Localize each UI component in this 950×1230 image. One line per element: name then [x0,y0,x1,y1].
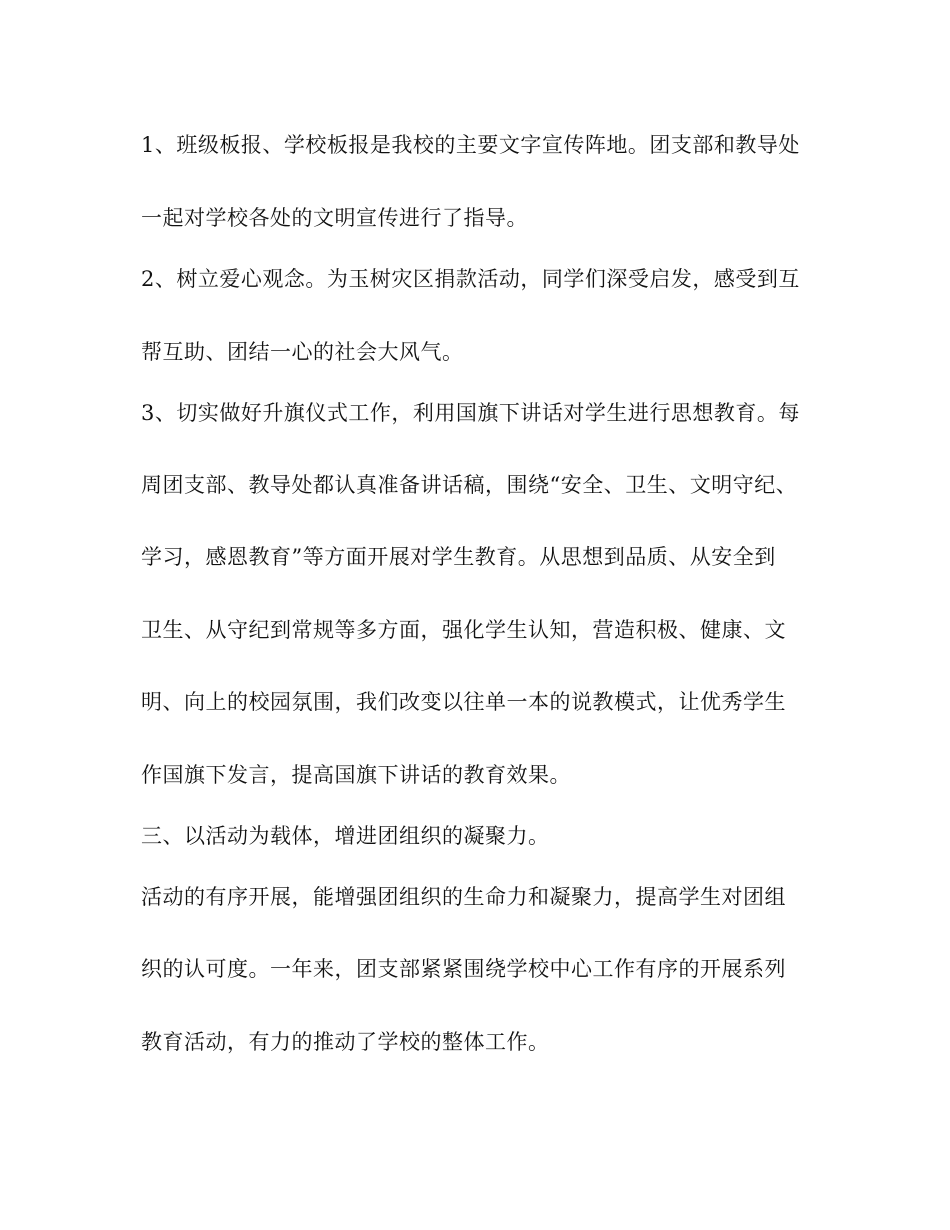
paragraph-1-line-2: 一起对学校各处的文明宣传进行了指导。 [141,206,528,230]
paragraph-3-line-5: 明、向上的校园氛围，我们改变以往单一本的说教模式，让优秀学生 [141,690,786,714]
paragraph-3-line-2: 周团支部、教导处都认真准备讲话稿，围绕“安全、卫生、文明守纪、 [141,473,798,497]
paragraph-2-line-1: 2、树立爱心观念。为玉树灾区捐款活动，同学们深受启发，感受到互 [141,267,800,291]
paragraph-5-line-3: 教育活动，有力的推动了学校的整体工作。 [141,1030,550,1054]
paragraph-1-line-1: 1、班级板报、学校板报是我校的主要文字宣传阵地。团支部和教导处 [141,133,800,157]
paragraph-5-line-2: 织的认可度。一年来，团支部紧紧围绕学校中心工作有序的开展系列 [141,957,786,981]
section-heading: 三、以活动为载体，增进团组织的凝聚力。 [141,824,550,848]
paragraph-5-line-1: 活动的有序开展，能增强团组织的生命力和凝聚力，提高学生对团组 [141,885,786,909]
paragraph-3-line-6: 作国旗下发言，提高国旗下讲话的教育效果。 [141,763,571,787]
paragraph-3-line-4: 卫生、从守纪到常规等多方面，强化学生认知，营造积极、健康、文 [141,618,786,642]
paragraph-3-line-1: 3、切实做好升旗仪式工作，利用国旗下讲话对学生进行思想教育。每 [141,401,800,425]
paragraph-3-line-3: 学习，感恩教育”等方面开展对学生教育。从思想到品质、从安全到 [141,545,776,569]
paragraph-2-line-2: 帮互助、团结一心的社会大风气。 [141,340,464,364]
